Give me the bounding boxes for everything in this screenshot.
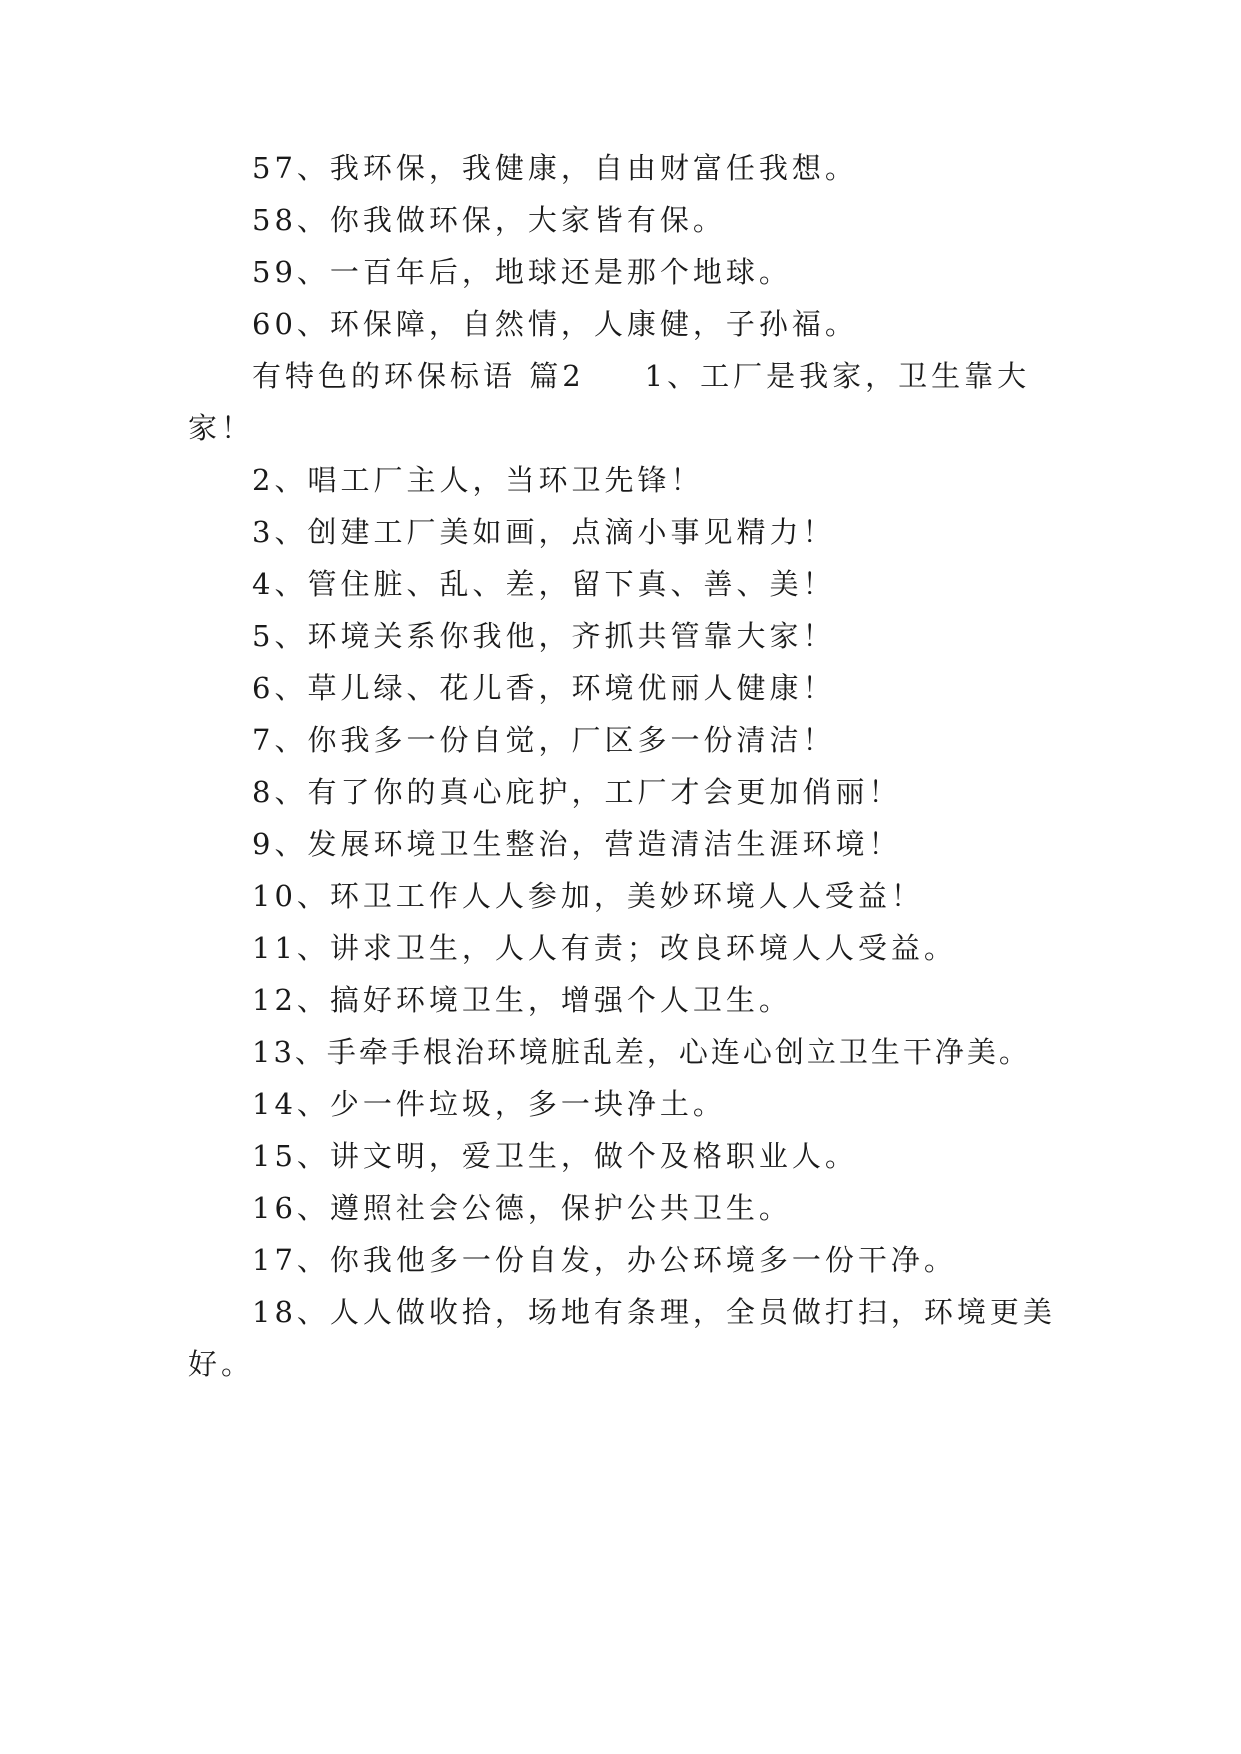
slogan-14: 14、少一件垃圾，多一块净土。 — [252, 1087, 726, 1121]
slogan-4: 4、管住脏、乱、差，留下真、善、美！ — [252, 567, 836, 601]
slogan-58: 58、你我做环保，大家皆有保。 — [252, 203, 726, 237]
slogan-7: 7、你我多一份自觉，厂区多一份清洁！ — [252, 723, 836, 757]
slogan-57: 57、我环保，我健康，自由财富任我想。 — [252, 151, 858, 185]
section-heading-line — [188, 356, 1068, 396]
slogan-8: 8、有了你的真心庇护，工厂才会更加俏丽！ — [252, 775, 902, 809]
slogan-3: 3、创建工厂美如画，点滴小事见精力！ — [252, 515, 836, 549]
slogan-1: 1、工厂是我家，卫生靠大 — [644, 359, 1031, 393]
slogan-15: 15、讲文明，爱卫生，做个及格职业人。 — [252, 1139, 858, 1173]
slogan-18-continued: 好。 — [188, 1347, 255, 1381]
slogan-59: 59、一百年后，地球还是那个地球。 — [252, 255, 792, 289]
slogan-60: 60、环保障，自然情，人康健，子孙福。 — [252, 307, 858, 341]
slogan-18: 18、人人做收拾，场地有条理，全员做打扫，环境更美 — [252, 1295, 1056, 1329]
slogan-2: 2、唱工厂主人，当环卫先锋！ — [252, 463, 704, 497]
slogan-1-continued: 家！ — [188, 411, 255, 445]
slogan-10: 10、环卫工作人人参加，美妙环境人人受益！ — [252, 879, 924, 913]
slogan-13: 13、手牵手根治环境脏乱差，心连心创立卫生干净美。 — [252, 1035, 1031, 1069]
slogan-11: 11、讲求卫生，人人有责；改良环境人人受益。 — [252, 931, 957, 965]
slogan-6: 6、草儿绿、花儿香，环境优丽人健康！ — [252, 671, 836, 705]
section-heading: 有特色的环保标语 篇2 — [252, 359, 585, 393]
slogan-16: 16、遵照社会公德，保护公共卫生。 — [252, 1191, 792, 1225]
slogan-12: 12、搞好环境卫生，增强个人卫生。 — [252, 983, 792, 1017]
slogan-9: 9、发展环境卫生整治，营造清洁生涯环境！ — [252, 827, 902, 861]
slogan-17: 17、你我他多一份自发，办公环境多一份干净。 — [252, 1243, 957, 1277]
slogan-5: 5、环境关系你我他，齐抓共管靠大家！ — [252, 619, 836, 653]
